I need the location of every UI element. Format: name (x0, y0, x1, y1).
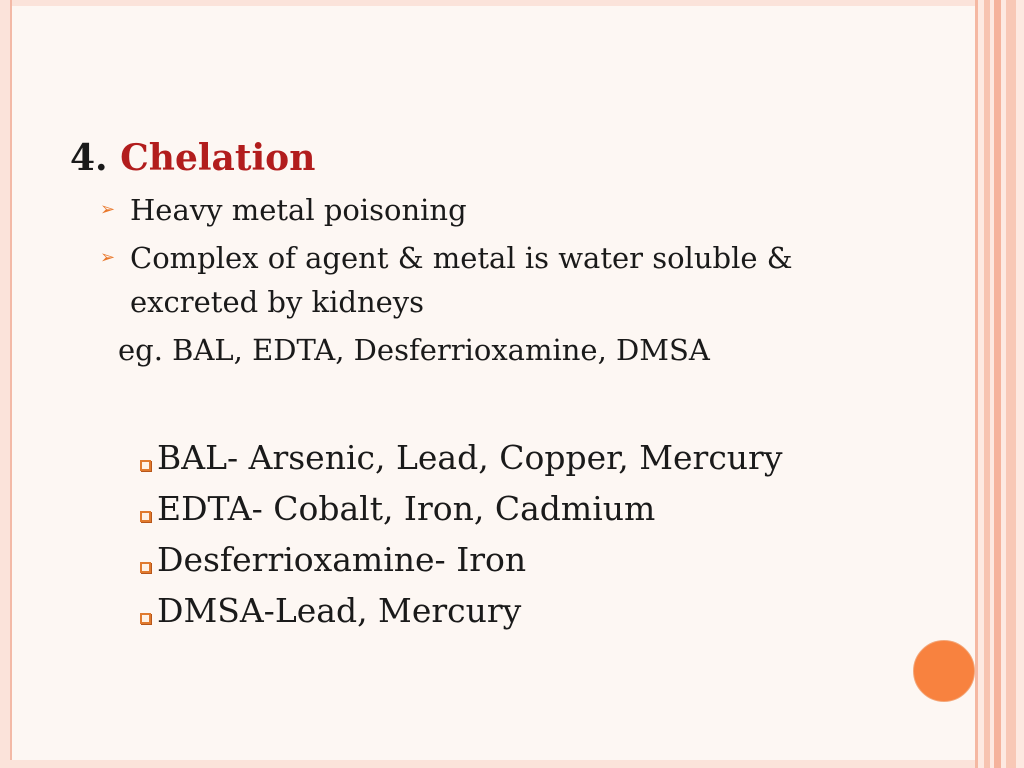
right-stripe (1006, 0, 1016, 768)
square-bullet-item (140, 587, 521, 635)
slide-heading (70, 136, 315, 180)
arrow-bullet-item (100, 188, 860, 232)
frame-left-border (0, 0, 10, 768)
square-bullet-text: Desferrioxamine- Iron (157, 540, 527, 579)
square-bullet-item (140, 434, 782, 482)
square-bullet-icon (140, 460, 151, 471)
orange-circle-icon (913, 640, 975, 702)
square-bullet-text: EDTA- Cobalt, Iron, Cadmium (157, 489, 656, 528)
arrow-bullet-text: Heavy metal poisoning (130, 193, 467, 227)
arrowhead-bullet-icon: ➢ (100, 199, 116, 220)
square-bullet-text: DMSA-Lead, Mercury (157, 591, 522, 630)
square-bullet-item (140, 536, 526, 584)
heading-title: Chelation (120, 137, 316, 179)
right-stripe (1016, 0, 1024, 768)
square-bullet-icon (140, 562, 151, 573)
frame-left-line (10, 0, 12, 768)
frame-top-border (0, 0, 1024, 6)
arrow-bullet-item (100, 236, 860, 324)
heading-number: 4. (70, 137, 108, 179)
arrow-bullet-text: Complex of agent & metal is water soluble & excreted by kidneys (130, 241, 793, 319)
arrowhead-bullet-icon: ➢ (100, 247, 116, 268)
square-bullet-item (140, 485, 655, 533)
square-bullet-text: BAL- Arsenic, Lead, Copper, Mercury (157, 438, 783, 477)
square-bullet-icon (140, 511, 151, 522)
right-stripe (994, 0, 1001, 768)
square-bullet-icon (140, 613, 151, 624)
frame-bottom-border (0, 760, 1024, 768)
example-line: eg. BAL, EDTA, Desferrioxamine, DMSA (118, 333, 710, 367)
